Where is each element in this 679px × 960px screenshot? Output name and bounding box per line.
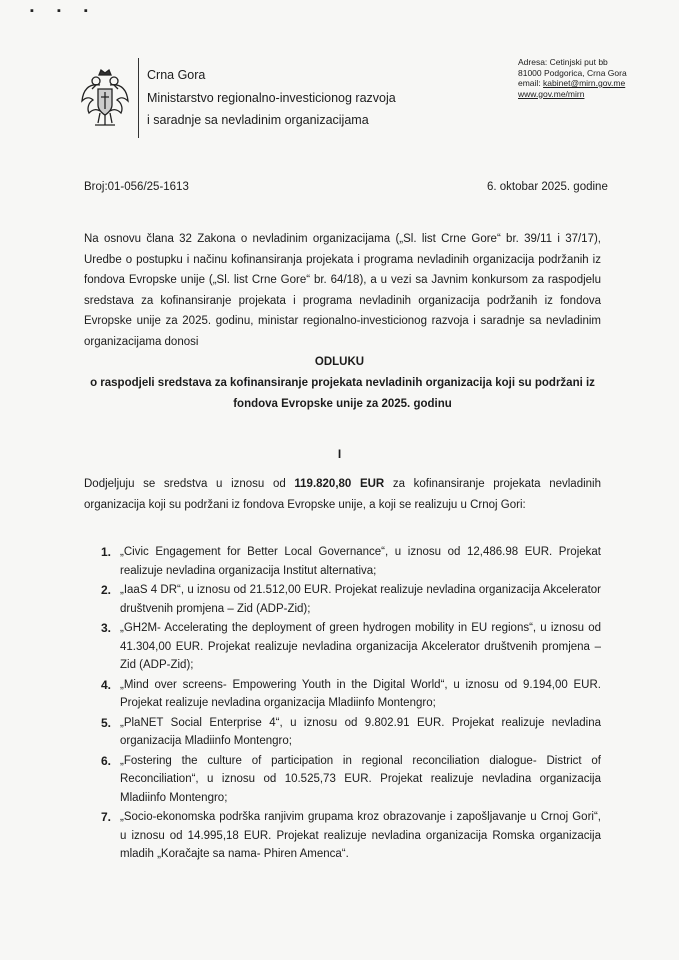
reference-number: Broj:01-056/25-1613 <box>84 181 189 193</box>
item-number: 7. <box>101 810 112 824</box>
list-item <box>84 714 601 751</box>
legal-basis-paragraph: Na osnovu člana 32 Zakona o nevladinim organizacijama („Sl. list Crne Gore“ br. 39/11 i 37/17), Uredbe o postupku i načinu kofinansiranja projekata i programa nevladinih organizacija podržanih iz fondova Evropske unije („Sl. list Crne Gore“ br. 64/18), a u vezi sa Javnim konkursom za raspodjelu sredstava za kofinansiranje projekata i programa nevladinih organizacija podržanih iz fondova Evropske unije za 2025. godinu, ministar regionalno-investicionog razvoja i saradnje sa nevladinim organizacijama donosi <box>84 233 601 348</box>
email-line <box>518 78 627 89</box>
list-item <box>84 752 601 808</box>
item-number: 3. <box>101 621 112 635</box>
org-line-ministry: Ministarstvo regionalno-investicionog razvoja <box>147 90 396 105</box>
email-link[interactable]: kabinet@mirn.gov.me <box>543 78 626 88</box>
header-divider <box>138 58 139 138</box>
org-line-country: Crna Gora <box>147 68 206 82</box>
address-line-1: Adresa: Cetinjski put bb <box>518 57 608 67</box>
coat-of-arms-icon <box>80 67 130 129</box>
item-number: 1. <box>101 545 112 559</box>
item-text: „Socio-ekonomska podrška ranjivim grupama kroz obrazovanje i zapošljavanje u Crnoj Gori“, u iznosu od 14.995,18 EUR. Projekat realizuje nevladina organizacija Romska organizacija mladih „Koračajte sa nama- Phiren Amenca“. <box>120 811 601 860</box>
list-item <box>84 619 601 675</box>
scan-artifact: ▪ ▪ ▪ <box>30 5 98 17</box>
item-text: „Mind over screens- Empowering Youth in the Digital World“, u iznosu od 9.194,00 EUR. Projekat realizuje nevladina organizacija Mladiinfo Montengro; <box>120 678 601 709</box>
list-item <box>84 543 601 580</box>
total-amount: 119.820,80 EUR <box>294 478 385 490</box>
org-line-ministry-cont: i saradnje sa nevladinim organizacijama <box>147 113 369 127</box>
website-link[interactable]: www.gov.me/mirn <box>518 88 585 99</box>
document-date: 6. oktobar 2025. godine <box>487 181 608 193</box>
item-text: „Fostering the culture of participation in regional reconciliation dialogue- District of Reconciliation“, u iznosu od 10.525,73 EUR. Projekat realizuje nevladina organizacija Mladiinfo Montengro; <box>120 754 601 804</box>
item-text: „GH2M- Accelerating the deployment of green hydrogen mobility in EU regions“, u iznosu od 41.304,00 EUR. Projekat realizuje nevladina organizacija Akcelerator društvenih promjena – Zid (ADP-Zid); <box>120 622 601 671</box>
email-label: email: <box>518 78 544 88</box>
item-number: 2. <box>101 583 112 597</box>
decision-title: ODLUKU <box>314 356 365 368</box>
section-number: I <box>337 447 342 461</box>
allocation-text-after: za kofinansiranje projekata nevladinih organizacija koji su podržani iz fondova Evropske unije, a koji se realizuju u Crnoj Gori: <box>84 478 601 511</box>
item-number: 6. <box>101 753 112 768</box>
list-item <box>84 676 601 713</box>
item-number: 4. <box>101 677 112 692</box>
item-text: „Civic Engagement for Better Local Governance“, u iznosu od 12,486.98 EUR. Projekat realizuje nevladina organizacija Institut alternativa; <box>120 546 601 577</box>
organization-header <box>147 64 396 132</box>
contact-block <box>518 57 627 99</box>
item-number: 5. <box>101 715 112 730</box>
item-text: „IaaS 4 DR“, u iznosu od 21.512,00 EUR. Projekat realizuje nevladina organizacija Akcelerator društvenih promjena – Zid (ADP-Zid); <box>120 584 601 615</box>
decision-subtitle: o raspodjeli sredstava za kofinansiranje projekata nevladinih organizacija koji su podržani iz fondova Evropske unije za 2025. godinu <box>90 377 595 410</box>
item-text: „PlaNET Social Enterprise 4“, u iznosu od 9.802.91 EUR. Projekat realizuje nevladina organizacija Mladiinfo Montengro; <box>120 716 601 747</box>
list-item <box>84 581 601 618</box>
list-item <box>84 808 601 864</box>
project-list <box>84 543 601 865</box>
allocation-text-before: Dodjeljuju se sredstva u iznosu od <box>84 478 295 490</box>
address-line-2: 81000 Podgorica, Crna Gora <box>518 67 627 78</box>
allocation-paragraph <box>84 474 601 515</box>
